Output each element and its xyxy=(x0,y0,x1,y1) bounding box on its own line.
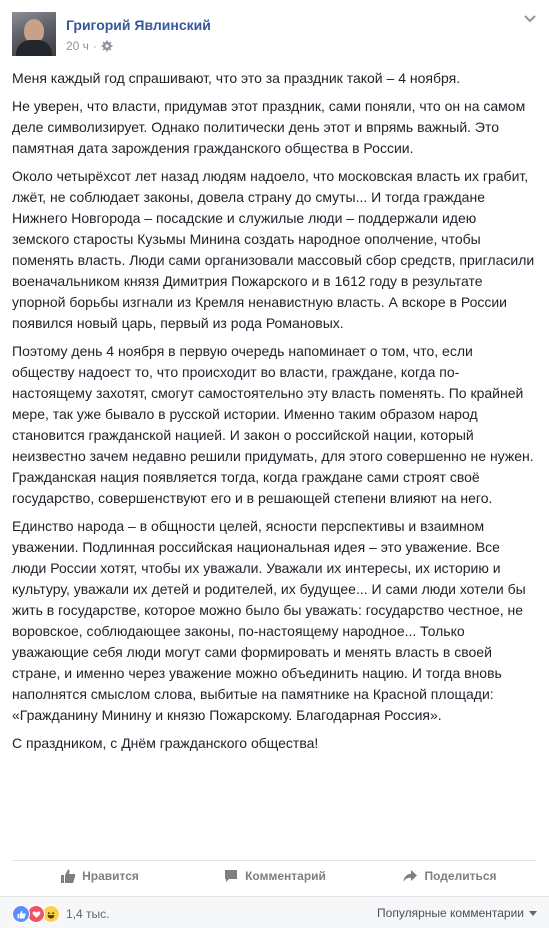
thumbs-up-icon xyxy=(60,868,76,884)
post-paragraph: Меня каждый год спрашивают, что это за праздник такой – 4 ноября. xyxy=(12,70,461,86)
comment-icon xyxy=(223,868,239,884)
share-arrow-icon xyxy=(402,868,418,884)
reaction-summary[interactable] xyxy=(12,905,109,923)
post-paragraph: Около четырёхсот лет назад людям надоело, что московская власть их грабит, лжёт, не соблюдает законы, довела страну до смуты... И тогда граждане Нижнего Новгорода – посадские и служилые люди – поддержали идею земского старосты Кузьмы Минина создать народное ополчение, чтобы поменять власть. Люди сами организовали массовый сбор средств, пригласили военачальником князя Димитрия Пожарского и в 1612 году в результате упорной борьбы изгнали из Кремля ненавистную власть. А вскоре в России появился новый царь, первый из рода Романовых. xyxy=(12,168,535,331)
post-meta xyxy=(66,39,113,53)
avatar[interactable] xyxy=(12,12,56,56)
like-label: Нравится xyxy=(82,869,139,883)
like-reaction-icon xyxy=(12,905,30,923)
post-paragraph: Единство народа – в общности целей, ясности перспективы и взаимном уважении. Подлинная российская национальная идея – это уважение. Все люди России хотят, чтобы их уважали. Уважали их интересы, их историю и культуру, уважали их детей и родителей, их будущее... И сами люди хотели бы жить в государстве, которое можно было бы уважать: государство честное, не воровское, соблюдающее законы, по-настоящему народное... Только уважающие себя люди могут сами формировать и менять власть в своей стране, и именно через уважение можно объединить нацию. И тогда вновь наполнятся смыслом слова, выбитые на памятнике на Красной площади: «Гражданину Минину и князю Пожарскому. Благодарная Россия». xyxy=(12,518,526,723)
reaction-count[interactable]: 1,4 тыс. xyxy=(66,907,110,921)
comment-sort-label: Популярные комментарии xyxy=(377,906,524,920)
post-paragraph: Не уверен, что власти, придумав этот праздник, сами поняли, что он на самом деле символизирует. Однако политически день этот и впрямь важный. Это памятная дата зарождения гражданского общества в России. xyxy=(12,98,526,156)
post-text xyxy=(12,68,537,761)
post-actions xyxy=(12,860,537,891)
reactions-bar xyxy=(0,896,549,928)
post-paragraph: С праздником, с Днём гражданского общества! xyxy=(12,735,319,751)
comment-sort-dropdown[interactable] xyxy=(377,906,537,920)
like-button[interactable] xyxy=(12,861,187,891)
audience-globe-icon[interactable] xyxy=(101,40,113,52)
post-options-chevron-icon[interactable] xyxy=(523,14,537,24)
author-name[interactable]: Григорий Явлинский xyxy=(66,17,211,33)
caret-down-icon xyxy=(529,911,537,916)
post-timestamp[interactable]: 20 ч xyxy=(66,39,89,53)
post-paragraph: Поэтому день 4 ноября в первую очередь напоминает о том, что, если обществу надоест то, что происходит во власти, граждане, когда по-настоящему захотят, смогут самостоятельно эту власть поменять. По крайней мере, так уже бывало в русской истории. Именно таким образом народ становится гражданской нацией. И закон о российской нации, который неизвестно зачем недавно решили придумать, для этого совершенно не нужен. Гражданская нация появляется тогда, когда граждане сами строят своё государство, совершенствуют его и в решающей степени влияют на него. xyxy=(12,343,534,506)
comment-label: Комментарий xyxy=(245,869,326,883)
meta-separator: · xyxy=(92,39,97,53)
share-button[interactable] xyxy=(362,861,537,891)
comment-button[interactable] xyxy=(187,861,362,891)
share-label: Поделиться xyxy=(424,869,497,883)
